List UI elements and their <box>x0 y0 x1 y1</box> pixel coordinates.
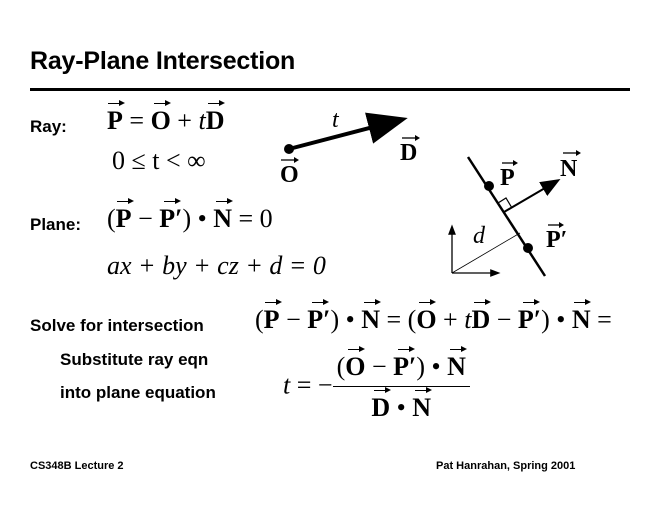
ray-direction-label: D <box>400 140 418 166</box>
distance-d-label: d <box>473 223 485 249</box>
distance-line <box>452 233 520 273</box>
plane-normal-label: N <box>560 156 578 182</box>
slide-title: Ray-Plane Intersection <box>30 47 296 75</box>
footer-left: CS348B Lecture 2 <box>30 460 124 472</box>
solve-equation: (P − P′) • N = (O + tD − P′) • N = <box>255 305 612 334</box>
plane-label: Plane: <box>30 215 82 234</box>
ray-equation: P = O + tD <box>107 106 225 135</box>
ray-origin-label: O <box>280 162 299 188</box>
into-plane-label: into plane equation <box>60 383 216 402</box>
footer-right: Pat Hanrahan, Spring 2001 <box>436 460 576 472</box>
title-divider <box>30 88 630 91</box>
plane-implicit-equation: ax + by + cz + d = 0 <box>107 251 326 280</box>
t-solution-equation: t = − $\frac{(O - P') • N}{D • N}$ <box>283 352 470 423</box>
ray-parameter-range: 0 ≤ t < ∞ <box>112 146 206 175</box>
solve-label: Solve for intersection <box>30 316 204 335</box>
plane-equation: (P − P′) • N = 0 <box>107 204 273 233</box>
plane-pprime-label: P′ <box>546 227 568 253</box>
ray-origin-point <box>284 144 294 154</box>
ray-direction-arrow <box>289 120 400 149</box>
plane-point-p <box>484 181 494 191</box>
substitute-label: Substitute ray eqn <box>60 350 209 369</box>
ray-t-label: t <box>332 107 339 133</box>
ray-diagram <box>270 100 430 195</box>
plane-diagram <box>440 145 590 280</box>
ray-label: Ray: <box>30 117 67 136</box>
plane-point-pprime <box>523 243 533 253</box>
plane-p-label: P <box>500 165 515 191</box>
